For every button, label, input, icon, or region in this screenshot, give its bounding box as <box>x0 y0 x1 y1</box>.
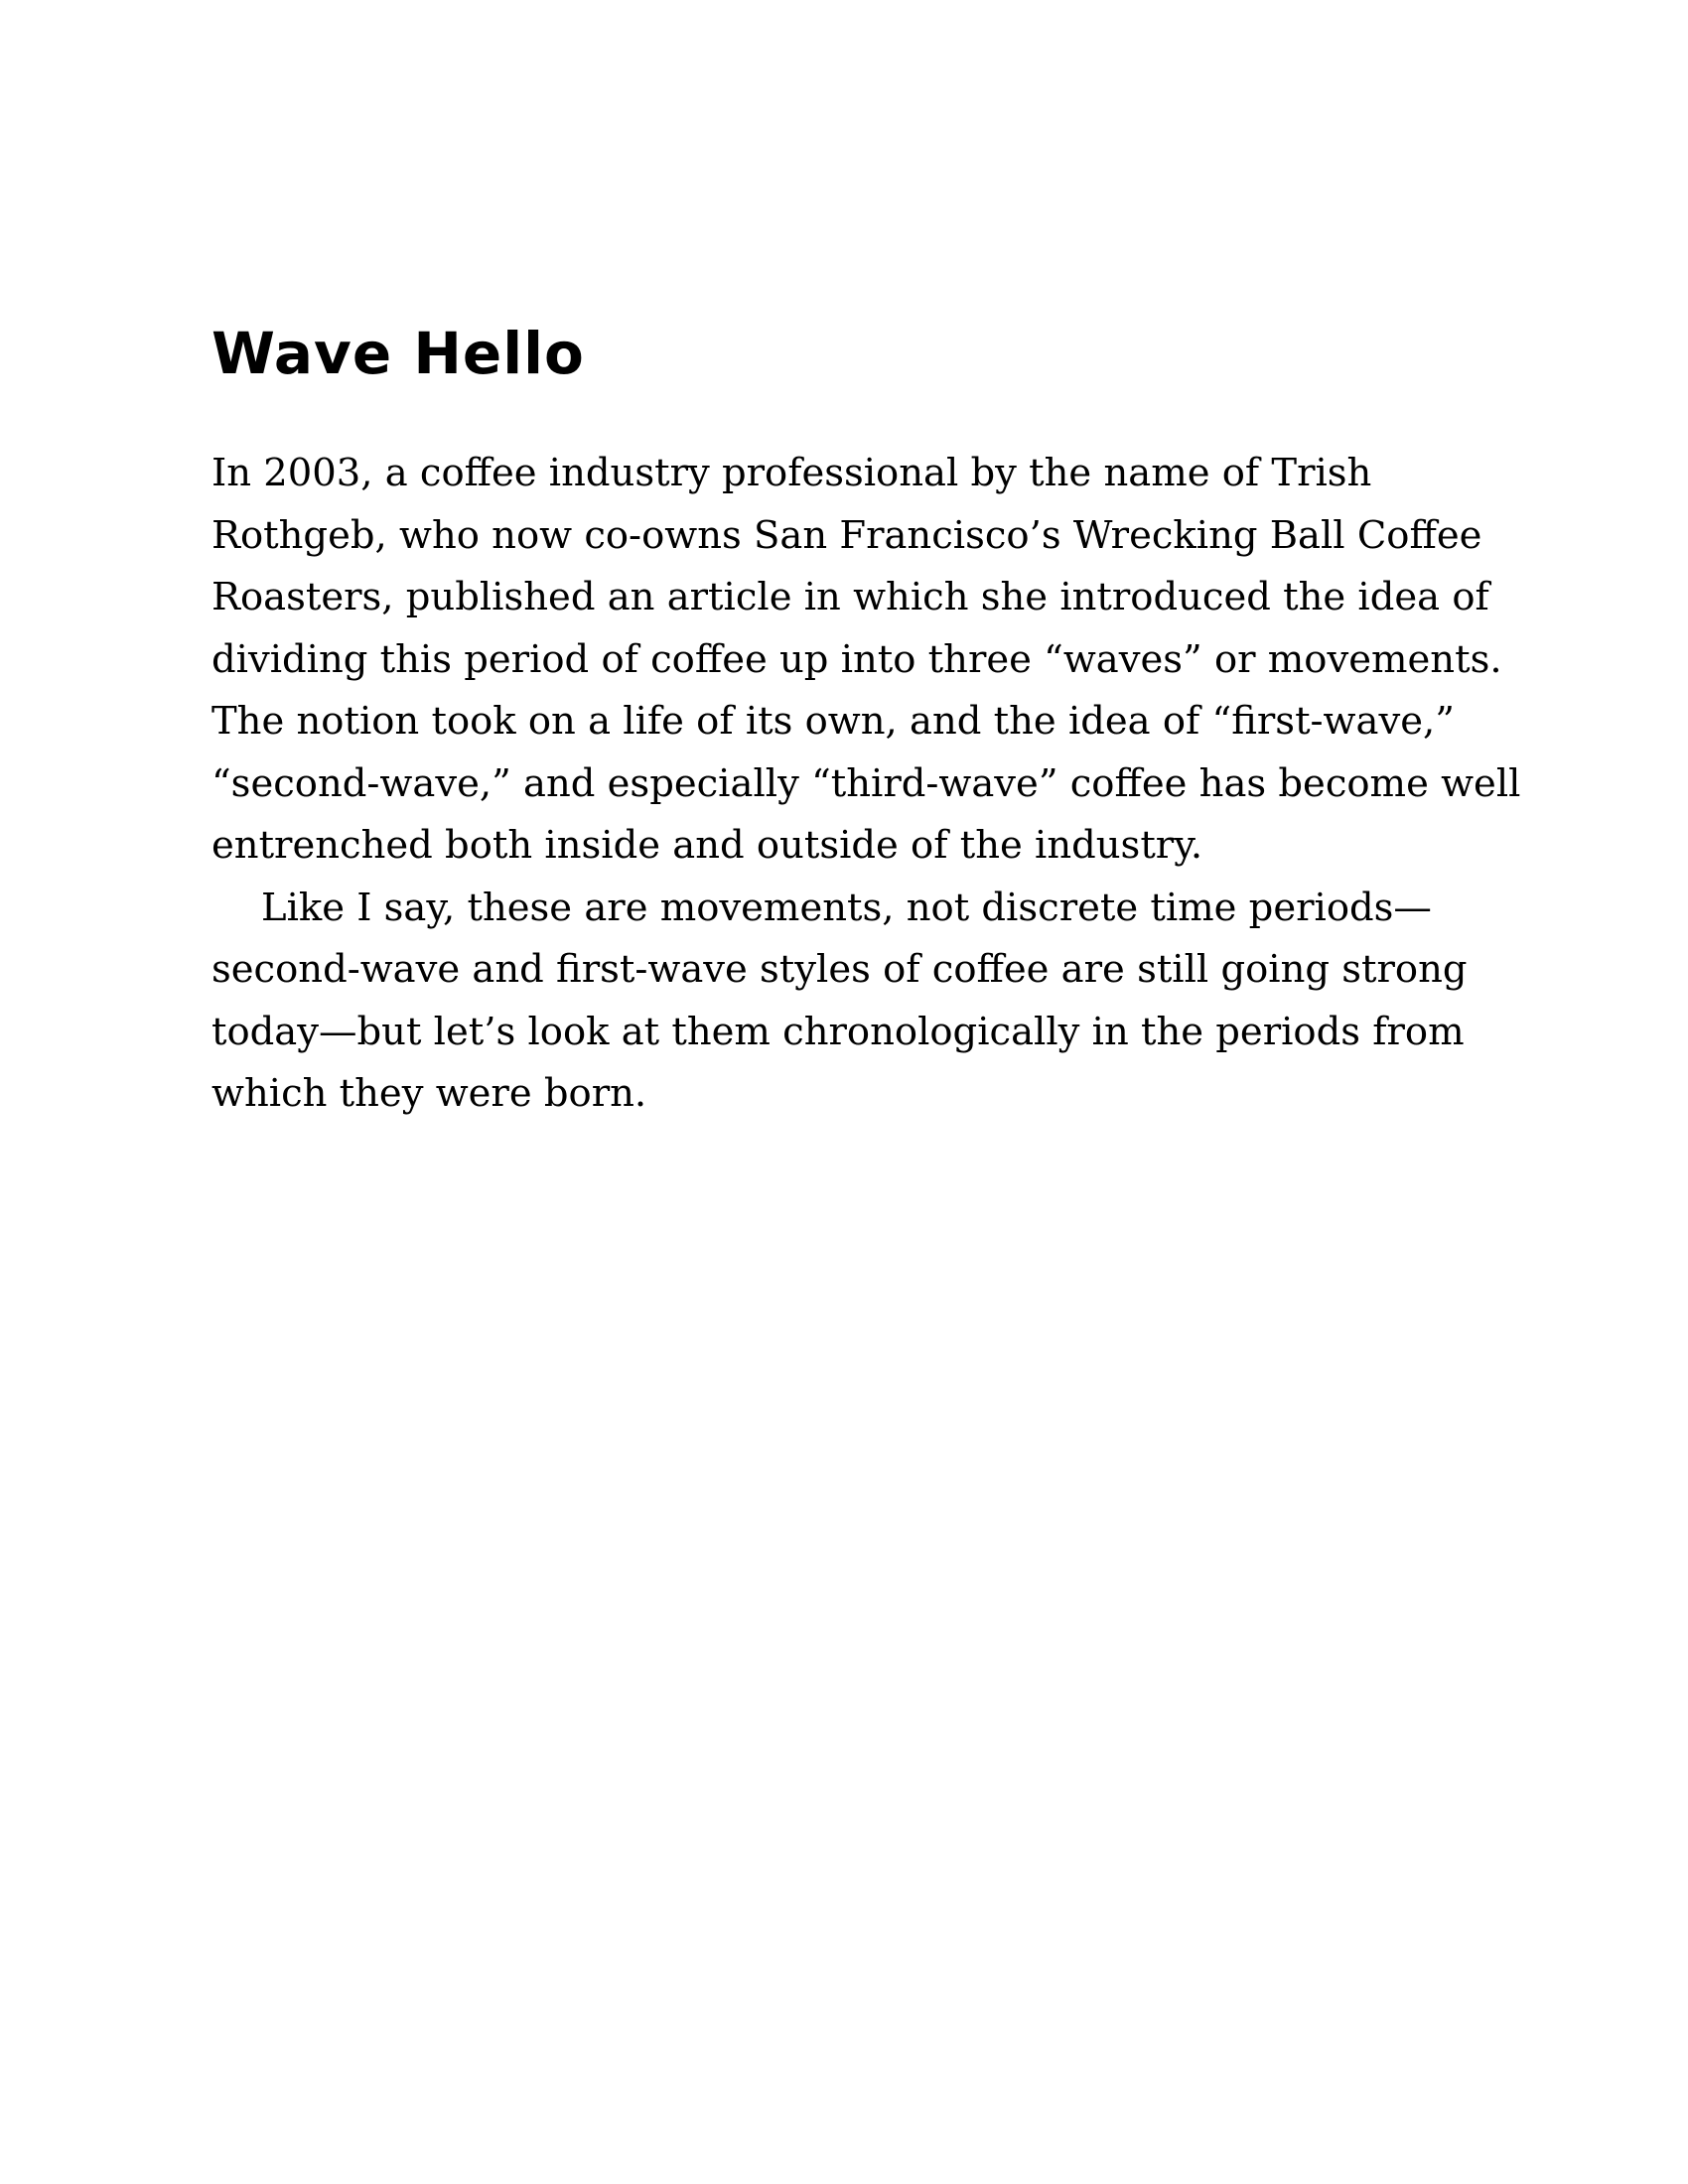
text-line: today—but let’s look at them chronologically in the periods from <box>211 1009 1465 1054</box>
text-line: entrenched both inside and outside of the industry. <box>211 823 1203 868</box>
text-line: In 2003, a coffee industry professional by the name of Trish <box>211 451 1372 495</box>
text-line: The notion took on a life of its own, and the idea of “first-wave,” <box>211 699 1455 744</box>
text-line: Like I say, these are movements, not discrete time periods— <box>261 885 1432 930</box>
text-line: which they were born. <box>211 1071 647 1116</box>
text-line: Rothgeb, who now co-owns San Francisco’s Wrecking Ball Coffee <box>211 512 1482 558</box>
text-line: dividing this period of coffee up into three “waves” or movements. <box>211 636 1502 682</box>
text-line: “second-wave,” and especially “third-wave” coffee has become well <box>211 760 1521 806</box>
text-line: Roasters, published an article in which she introduced the idea of <box>211 575 1489 619</box>
section-heading: Wave Hello <box>211 320 585 387</box>
paragraph-1 <box>211 443 1521 878</box>
text-line: second-wave and first-wave styles of coffee are still going strong <box>211 947 1468 992</box>
document-page <box>211 316 1521 1126</box>
paragraph-2 <box>211 878 1502 1126</box>
